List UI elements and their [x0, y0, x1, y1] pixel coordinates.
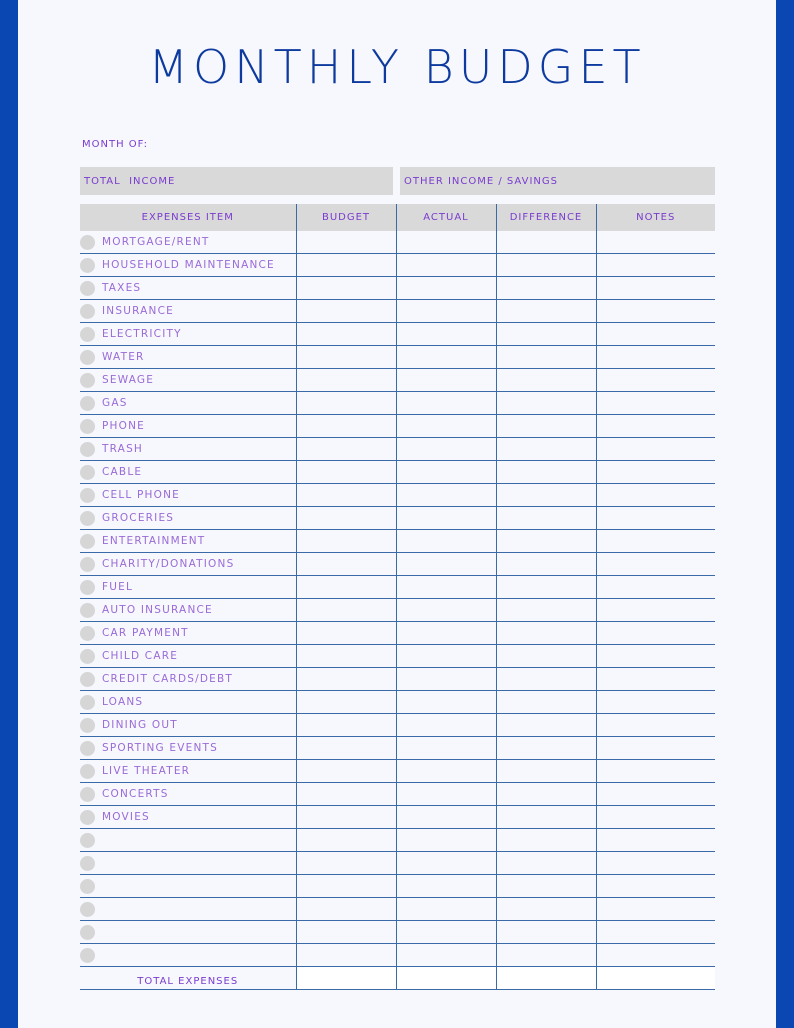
expense-item-label: GROCERIES [102, 512, 175, 524]
budget-cell[interactable] [296, 875, 396, 898]
budget-cell[interactable] [296, 438, 396, 461]
notes-cell[interactable] [596, 438, 715, 461]
difference-cell[interactable] [496, 737, 596, 760]
checkbox-circle[interactable] [80, 304, 95, 319]
notes-cell[interactable] [596, 392, 715, 415]
total-notes-cell[interactable] [596, 967, 715, 990]
expense-item-label: PHONE [102, 420, 145, 432]
actual-cell[interactable] [396, 645, 496, 668]
header-notes: NOTES [596, 204, 715, 231]
table-row [80, 231, 715, 254]
notes-cell[interactable] [596, 231, 715, 254]
checkbox-circle[interactable] [80, 511, 95, 526]
expense-item-cell [80, 645, 296, 668]
actual-cell[interactable] [396, 921, 496, 944]
checkbox-circle[interactable] [80, 810, 95, 825]
budget-cell[interactable] [296, 668, 396, 691]
difference-cell[interactable] [496, 415, 596, 438]
header-difference: DIFFERENCE [496, 204, 596, 231]
notes-cell[interactable] [596, 760, 715, 783]
expense-item-label: INSURANCE [102, 305, 174, 317]
expense-item-cell [80, 714, 296, 737]
difference-cell[interactable] [496, 760, 596, 783]
budget-cell[interactable] [296, 231, 396, 254]
actual-cell[interactable] [396, 277, 496, 300]
expense-item-cell [80, 737, 296, 760]
other-income-label: OTHER INCOME / SAVINGS [404, 175, 559, 187]
notes-cell[interactable] [596, 691, 715, 714]
actual-cell[interactable] [396, 875, 496, 898]
expense-item-cell [80, 806, 296, 829]
header-expenses-item: EXPENSES ITEM [80, 204, 296, 231]
actual-cell[interactable] [396, 829, 496, 852]
budget-cell[interactable] [296, 484, 396, 507]
table-row [80, 599, 715, 622]
checkbox-circle[interactable] [80, 534, 95, 549]
budget-cell[interactable] [296, 369, 396, 392]
table-row [80, 760, 715, 783]
actual-cell[interactable] [396, 530, 496, 553]
expense-item-cell [80, 691, 296, 714]
expense-item-label: HOUSEHOLD MAINTENANCE [102, 259, 275, 271]
notes-cell[interactable] [596, 875, 715, 898]
table-row [80, 668, 715, 691]
notes-cell[interactable] [596, 921, 715, 944]
table-row [80, 852, 715, 875]
table-row [80, 737, 715, 760]
notes-cell[interactable] [596, 622, 715, 645]
month-of-label: MONTH OF: [82, 139, 149, 150]
difference-cell[interactable] [496, 806, 596, 829]
expense-item-cell [80, 254, 296, 277]
notes-cell[interactable] [596, 852, 715, 875]
checkbox-circle[interactable] [80, 396, 95, 411]
table-row [80, 369, 715, 392]
table-row [80, 438, 715, 461]
checkbox-circle[interactable] [80, 350, 95, 365]
table-row [80, 898, 715, 921]
actual-cell[interactable] [396, 576, 496, 599]
actual-cell[interactable] [396, 254, 496, 277]
difference-cell[interactable] [496, 392, 596, 415]
actual-cell[interactable] [396, 714, 496, 737]
budget-cell[interactable] [296, 323, 396, 346]
difference-cell[interactable] [496, 553, 596, 576]
expense-item-label: CABLE [102, 466, 143, 478]
actual-cell[interactable] [396, 553, 496, 576]
expense-item-cell [80, 369, 296, 392]
notes-cell[interactable] [596, 484, 715, 507]
budget-cell[interactable] [296, 392, 396, 415]
expense-item-label: WATER [102, 351, 145, 363]
actual-cell[interactable] [396, 944, 496, 967]
difference-cell[interactable] [496, 507, 596, 530]
budget-cell[interactable] [296, 599, 396, 622]
total-difference-cell[interactable] [496, 967, 596, 990]
checkbox-circle[interactable] [80, 649, 95, 664]
checkbox-circle[interactable] [80, 465, 95, 480]
notes-cell[interactable] [596, 415, 715, 438]
actual-cell[interactable] [396, 507, 496, 530]
notes-cell[interactable] [596, 714, 715, 737]
checkbox-circle[interactable] [80, 419, 95, 434]
difference-cell[interactable] [496, 852, 596, 875]
expense-item-cell [80, 300, 296, 323]
expense-item-label: CREDIT CARDS/DEBT [102, 673, 234, 685]
actual-cell[interactable] [396, 760, 496, 783]
expense-item-cell [80, 553, 296, 576]
budget-cell[interactable] [296, 415, 396, 438]
notes-cell[interactable] [596, 530, 715, 553]
total-income-field[interactable] [80, 167, 393, 195]
actual-cell[interactable] [396, 461, 496, 484]
budget-cell[interactable] [296, 277, 396, 300]
expense-item-cell [80, 599, 296, 622]
checkbox-circle[interactable] [80, 764, 95, 779]
difference-cell[interactable] [496, 231, 596, 254]
expense-item-cell [80, 392, 296, 415]
table-row [80, 300, 715, 323]
table-row [80, 507, 715, 530]
expense-item-label: LOANS [102, 696, 144, 708]
expense-item-cell [80, 323, 296, 346]
difference-cell[interactable] [496, 691, 596, 714]
budget-cell[interactable] [296, 737, 396, 760]
difference-cell[interactable] [496, 254, 596, 277]
expense-item-cell [80, 576, 296, 599]
table-row [80, 829, 715, 852]
budget-cell[interactable] [296, 829, 396, 852]
notes-cell[interactable] [596, 576, 715, 599]
expense-item-cell [80, 944, 296, 967]
notes-cell[interactable] [596, 783, 715, 806]
budget-cell[interactable] [296, 645, 396, 668]
budget-cell[interactable] [296, 783, 396, 806]
expense-item-cell [80, 346, 296, 369]
budget-cell[interactable] [296, 806, 396, 829]
expense-item-cell [80, 760, 296, 783]
checkbox-circle[interactable] [80, 327, 95, 342]
checkbox-circle[interactable] [80, 695, 95, 710]
budget-cell[interactable] [296, 622, 396, 645]
expense-item-cell [80, 668, 296, 691]
table-header-row [80, 204, 715, 231]
checkbox-circle[interactable] [80, 488, 95, 503]
budget-cell[interactable] [296, 346, 396, 369]
actual-cell[interactable] [396, 369, 496, 392]
budget-cell[interactable] [296, 691, 396, 714]
expense-item-cell [80, 530, 296, 553]
table-row [80, 806, 715, 829]
actual-cell[interactable] [396, 783, 496, 806]
notes-cell[interactable] [596, 944, 715, 967]
table-row [80, 530, 715, 553]
checkbox-circle[interactable] [80, 626, 95, 641]
budget-cell[interactable] [296, 921, 396, 944]
actual-cell[interactable] [396, 300, 496, 323]
expense-item-label: SEWAGE [102, 374, 155, 386]
actual-cell[interactable] [396, 668, 496, 691]
budget-cell[interactable] [296, 714, 396, 737]
expense-item-cell [80, 484, 296, 507]
difference-cell[interactable] [496, 323, 596, 346]
actual-cell[interactable] [396, 599, 496, 622]
checkbox-circle[interactable] [80, 442, 95, 457]
table-row [80, 415, 715, 438]
total-expenses-label-cell [80, 967, 296, 990]
expense-item-cell [80, 898, 296, 921]
table-row [80, 576, 715, 599]
table-row [80, 484, 715, 507]
checkbox-circle[interactable] [80, 235, 95, 250]
actual-cell[interactable] [396, 691, 496, 714]
notes-cell[interactable] [596, 553, 715, 576]
difference-cell[interactable] [496, 599, 596, 622]
difference-cell[interactable] [496, 438, 596, 461]
expense-item-cell [80, 852, 296, 875]
difference-cell[interactable] [496, 921, 596, 944]
difference-cell[interactable] [496, 461, 596, 484]
difference-cell[interactable] [496, 484, 596, 507]
expense-item-label: ENTERTAINMENT [102, 535, 206, 547]
notes-cell[interactable] [596, 300, 715, 323]
difference-cell[interactable] [496, 714, 596, 737]
checkbox-circle[interactable] [80, 258, 95, 273]
difference-cell[interactable] [496, 622, 596, 645]
table-row [80, 277, 715, 300]
checkbox-circle[interactable] [80, 948, 95, 963]
notes-cell[interactable] [596, 346, 715, 369]
actual-cell[interactable] [396, 438, 496, 461]
expense-item-label: CELL PHONE [102, 489, 180, 501]
notes-cell[interactable] [596, 737, 715, 760]
notes-cell[interactable] [596, 645, 715, 668]
expense-item-label: CHILD CARE [102, 650, 179, 662]
checkbox-circle[interactable] [80, 879, 95, 894]
expense-item-cell [80, 415, 296, 438]
expense-item-cell [80, 507, 296, 530]
difference-cell[interactable] [496, 300, 596, 323]
notes-cell[interactable] [596, 668, 715, 691]
checkbox-circle[interactable] [80, 672, 95, 687]
expense-item-cell [80, 875, 296, 898]
budget-cell[interactable] [296, 944, 396, 967]
budget-cell[interactable] [296, 507, 396, 530]
budget-cell[interactable] [296, 461, 396, 484]
expense-item-cell [80, 783, 296, 806]
expense-item-label: MORTGAGE/RENT [102, 236, 210, 248]
expense-item-label: ELECTRICITY [102, 328, 182, 340]
checkbox-circle[interactable] [80, 902, 95, 917]
expense-item-label: AUTO INSURANCE [102, 604, 213, 616]
table-row [80, 691, 715, 714]
difference-cell[interactable] [496, 530, 596, 553]
budget-cell[interactable] [296, 254, 396, 277]
expense-item-label: CONCERTS [102, 788, 169, 800]
expense-item-cell [80, 921, 296, 944]
total-actual-cell[interactable] [396, 967, 496, 990]
checkbox-circle[interactable] [80, 741, 95, 756]
total-income-label: TOTAL INCOME [84, 175, 176, 187]
notes-cell[interactable] [596, 461, 715, 484]
table-row [80, 346, 715, 369]
table-row [80, 944, 715, 967]
expense-item-label: SPORTING EVENTS [102, 742, 219, 754]
actual-cell[interactable] [396, 346, 496, 369]
notes-cell[interactable] [596, 323, 715, 346]
page-title: MONTHLY BUDGET [148, 40, 646, 94]
budget-cell[interactable] [296, 300, 396, 323]
checkbox-circle[interactable] [80, 925, 95, 940]
difference-cell[interactable] [496, 944, 596, 967]
actual-cell[interactable] [396, 737, 496, 760]
difference-cell[interactable] [496, 277, 596, 300]
notes-cell[interactable] [596, 507, 715, 530]
difference-cell[interactable] [496, 369, 596, 392]
table-row [80, 553, 715, 576]
notes-cell[interactable] [596, 806, 715, 829]
table-row [80, 921, 715, 944]
difference-cell[interactable] [496, 668, 596, 691]
table-row [80, 392, 715, 415]
difference-cell[interactable] [496, 875, 596, 898]
difference-cell[interactable] [496, 783, 596, 806]
table-row [80, 254, 715, 277]
expense-item-label: LIVE THEATER [102, 765, 191, 777]
checkbox-circle[interactable] [80, 373, 95, 388]
actual-cell[interactable] [396, 231, 496, 254]
difference-cell[interactable] [496, 898, 596, 921]
expense-item-cell [80, 438, 296, 461]
header-actual: ACTUAL [396, 204, 496, 231]
expense-item-label: CHARITY/DONATIONS [102, 558, 235, 570]
checkbox-circle[interactable] [80, 833, 95, 848]
expense-item-cell [80, 622, 296, 645]
difference-cell[interactable] [496, 645, 596, 668]
notes-cell[interactable] [596, 254, 715, 277]
actual-cell[interactable] [396, 415, 496, 438]
expense-item-cell [80, 231, 296, 254]
budget-cell[interactable] [296, 553, 396, 576]
actual-cell[interactable] [396, 622, 496, 645]
actual-cell[interactable] [396, 806, 496, 829]
checkbox-circle[interactable] [80, 787, 95, 802]
expense-item-cell [80, 461, 296, 484]
budget-page [18, 0, 776, 1028]
notes-cell[interactable] [596, 898, 715, 921]
difference-cell[interactable] [496, 829, 596, 852]
difference-cell[interactable] [496, 576, 596, 599]
budget-cell[interactable] [296, 530, 396, 553]
checkbox-circle[interactable] [80, 580, 95, 595]
expense-item-label: FUEL [102, 581, 134, 593]
table-row [80, 323, 715, 346]
total-budget-cell[interactable] [296, 967, 396, 990]
table-row [80, 714, 715, 737]
actual-cell[interactable] [396, 323, 496, 346]
total-expenses-row [80, 967, 715, 990]
expense-item-label: GAS [102, 397, 128, 409]
expenses-table [80, 204, 715, 990]
actual-cell[interactable] [396, 852, 496, 875]
difference-cell[interactable] [496, 346, 596, 369]
budget-cell[interactable] [296, 576, 396, 599]
checkbox-circle[interactable] [80, 281, 95, 296]
expense-item-label: MOVIES [102, 811, 150, 823]
notes-cell[interactable] [596, 829, 715, 852]
actual-cell[interactable] [396, 392, 496, 415]
other-income-field[interactable] [400, 167, 715, 195]
expense-item-cell [80, 277, 296, 300]
budget-cell[interactable] [296, 898, 396, 921]
checkbox-circle[interactable] [80, 557, 95, 572]
expense-item-label: CAR PAYMENT [102, 627, 189, 639]
table-row [80, 875, 715, 898]
notes-cell[interactable] [596, 599, 715, 622]
table-row [80, 783, 715, 806]
actual-cell[interactable] [396, 898, 496, 921]
notes-cell[interactable] [596, 277, 715, 300]
expense-item-label: TRASH [102, 443, 144, 455]
table-row [80, 622, 715, 645]
table-row [80, 461, 715, 484]
total-expenses-label: TOTAL EXPENSES [137, 975, 239, 987]
actual-cell[interactable] [396, 484, 496, 507]
table-row [80, 645, 715, 668]
budget-cell[interactable] [296, 760, 396, 783]
checkbox-circle[interactable] [80, 603, 95, 618]
checkbox-circle[interactable] [80, 718, 95, 733]
budget-cell[interactable] [296, 852, 396, 875]
notes-cell[interactable] [596, 369, 715, 392]
header-budget: BUDGET [296, 204, 396, 231]
expense-item-cell [80, 829, 296, 852]
checkbox-circle[interactable] [80, 856, 95, 871]
expense-item-label: TAXES [102, 282, 142, 294]
expense-item-label: DINING OUT [102, 719, 178, 731]
